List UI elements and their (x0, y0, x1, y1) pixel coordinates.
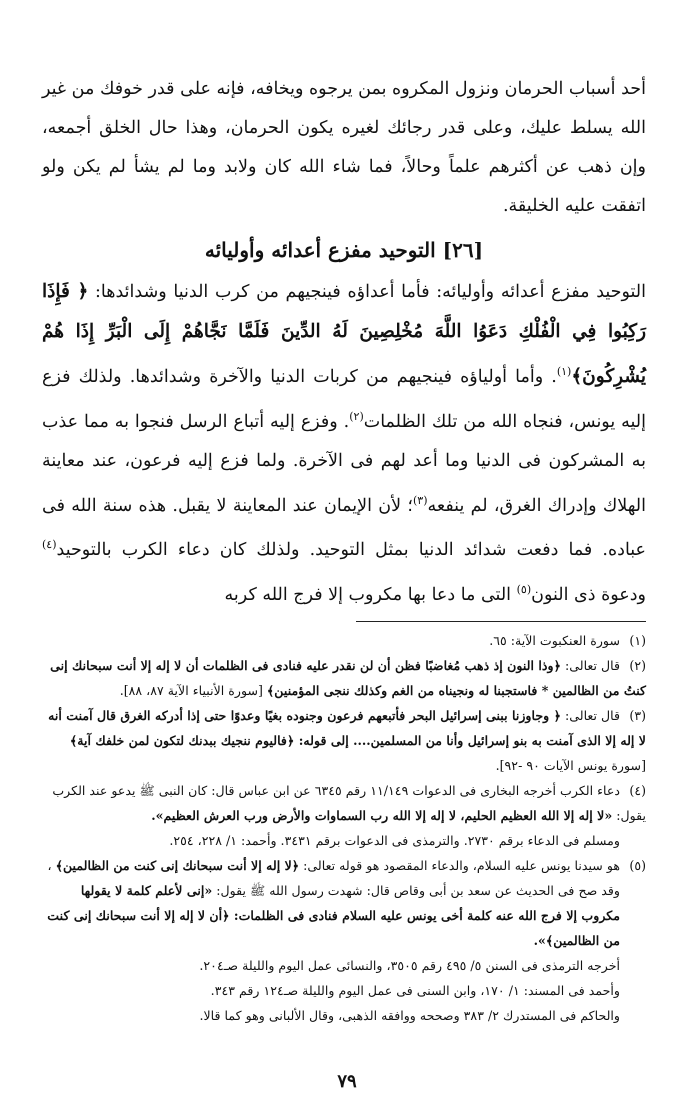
footnote-5-hadith (42, 878, 646, 953)
footnote-number: (٥) (629, 858, 646, 874)
footnote-number: (٢) (629, 658, 646, 674)
footnote-ref-5[interactable]: (٥) (516, 583, 532, 597)
footnote-quote: ﴿وذا النون إذ ذهب مُغاضبًا فظن أن لن نقدر عليه فنادى فى الظلمات أن لا إله إلا أنت سبحانك إنى كنتُ من الظالمين * فاستجبنا له ونجيناه من الغم وكذلك ننجى المؤمنين﴾ (50, 658, 646, 699)
footnote-text: هو سيدنا يونس عليه السلام، والدعاء المقصود هو قوله تعالى: (299, 858, 620, 874)
footnote-text: قال تعالى: (560, 708, 620, 724)
quran-verse: ﴿ فَإِذَا رَكِبُوا فِي الْفُلْكِ دَعَوُا اللَّهَ مُخْلِصِينَ لَهُ الدِّينَ فَلَمَّا نَجَّاهُمْ إِلَى الْبَرِّ إِذَا هُمْ يُشْرِكُونَ﴾ (42, 281, 646, 387)
footnote-text: وقد صح فى الحديث عن سعد بن أبى وقاص قال: شهدت رسول الله ﷺ يقول: (212, 883, 620, 899)
page-number: ٧٩ (337, 1071, 357, 1092)
footnote-5-source-1: أخرجه الترمذى فى السنن ٥/ ٤٩٥ رقم ٣٥٠٥، والنسائى عمل اليوم والليلة صـ٢٠٤. (199, 958, 620, 974)
paragraph-2-mid3: ؛ لأن الإيمان عند المعاينة لا يقبل. هذه سنة الله فى عباده. فما دفعت شدائد الدنيا بمثل التوحيد. ولذلك كان دعاء الكرب بالتوحيد (42, 495, 646, 561)
paragraph-2-mid: . وأما أولياؤه فينجيهم من كربات الدنيا والآخرة وشدائدها. ولذلك فزع إليه يونس، فنجاه الله من تلك الظلمات (42, 366, 646, 432)
paragraph-2-mid4: ودعوة ذى النون (531, 585, 646, 606)
footnote-text: قال تعالى: (560, 658, 620, 674)
footnote-quote: ﴿ وجاوزنا ببنى إسرائيل البحر فأتبعهم فرعون وجنوده بغيًا وعدوًا حتى إذا أدركه الغرق قال آمنت أنه لا إله إلا الذى آمنت به بنو إسرائيل وأنا من المسلمين.... إلى قوله: ﴿فاليوم ننجيك ببدنك لتكون لمن خلفك آية﴾ (48, 708, 646, 749)
footnote-text: سورة العنكبوت الآية: ٦٥. (489, 633, 620, 649)
footnote-separator (356, 621, 646, 622)
footnote-5-source-3: والحاكم فى المستدرك ٢/ ٣٨٣ وصححه ووافقه الذهبى، وقال الألبانى وهو كما قالا. (199, 1008, 620, 1024)
footnote-ref-1[interactable]: (١) (556, 365, 572, 378)
paragraph-2-mid2: . وفزع إليه أتباع الرسل فنجوا به مما عذب به المشركون فى الدنيا وما أعد لهم فى الآخرة. ولما فزع إليه فرعون، عند معاينة الهلاك وإدراك الغرق، لم ينفعه (42, 411, 646, 516)
book-page (42, 70, 646, 1084)
footnote-quote: ﴿لا إله إلا أنت سبحانك إنى كنت من الظالمين﴾ (55, 858, 300, 874)
footnote-5-source-2: وأحمد فى المسند: ١/ ١٧٠، وابن السنى فى عمل اليوم والليلة صـ١٢٤ رقم ٣٤٣. (210, 983, 620, 999)
paragraph-1: أحد أسباب الحرمان ونزول المكروه بمن يرجوه ويخافه، فإنه على قدر خوفك من غير الله يسلط عليك، وعلى قدر رجائك لغيره يكون الحرمان، وهذا حال الخلق أجمعه، وإن ذهب عن أكثرهم علماً وحالاً، فما شاء الله كان ولابد وما لم يشأ لم يكن ولو اتفقت عليه الخليقة. (42, 79, 646, 216)
footnote-4-continuation: ومسلم فى الدعاء برقم ٢٧٣٠. والترمذى فى الدعوات برقم ٣٤٣١. وأحمد: ١/ ٢٢٨، ٢٥٤. (169, 833, 620, 849)
footnote-5 (42, 853, 646, 878)
footnote-ref-3[interactable]: (٣) (412, 493, 428, 507)
footnote-number: (٤) (629, 783, 646, 799)
footnote-citation: [سورة الأنبياء الآية ٨٧، ٨٨]. (119, 683, 267, 699)
footnote-quote: «لا إله إلا الله العظيم الحليم، لا إله إلا الله رب السماوات والأرض ورب العرش العظيم». (151, 808, 613, 824)
footnote-quote: «إنى لأعلم كلمة لا يقولها مكروب إلا فرج الله عنه كلمة أخى يونس عليه السلام فنادى فى الظلمات: ﴿أن لا إله إلا أنت سبحانك إنى كنت من الظالمين﴾». (47, 883, 620, 949)
footnotes (42, 628, 646, 1028)
footnote-number: (١) (629, 633, 646, 649)
paragraph-2-end: التى ما دعا بها مكروب إلا فرج الله كربه (224, 585, 517, 606)
footnote-4 (42, 778, 646, 828)
footnote-2 (42, 653, 646, 703)
paragraph-2-intro: التوحيد مفزع أعدائه وأوليائه: فأما أعداؤه فينجيهم من كرب الدنيا وشدائدها: (95, 282, 646, 302)
footnote-1 (42, 628, 646, 653)
footnote-text: ، (47, 858, 56, 874)
footnote-number: (٣) (629, 708, 646, 724)
footnote-ref-2[interactable]: (٢) (349, 409, 364, 423)
section-title: [٢٦] التوحيد مفزع أعدائه وأوليائه (204, 238, 484, 262)
footnote-text: دعاء الكرب أخرجه البخارى فى الدعوات ١١/١٤٩ رقم ٦٣٤٥ عن ابن عباس قال: كان النبى ﷺ يدعو عند الكرب يقول: (52, 783, 646, 824)
footnote-3 (42, 703, 646, 778)
main-text (42, 70, 646, 615)
footnote-citation: [سورة يونس الآيات ٩٠ -٩٢]. (495, 758, 646, 774)
footnote-ref-4[interactable]: (٤) (42, 538, 57, 552)
paragraph-2 (42, 272, 646, 615)
